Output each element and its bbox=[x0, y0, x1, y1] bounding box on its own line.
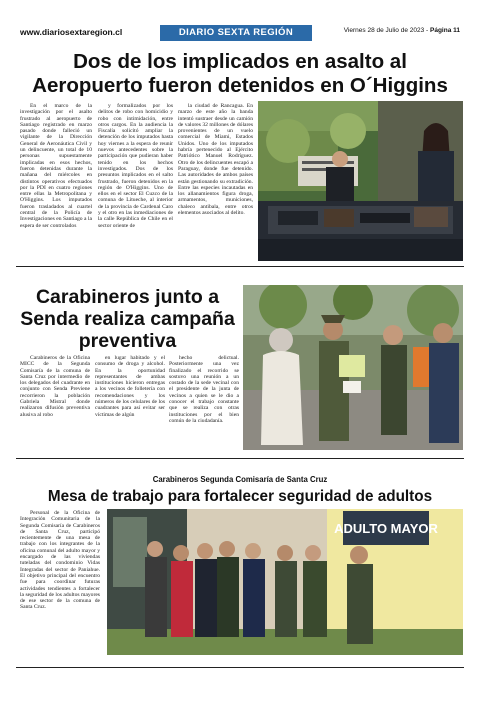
article1-column-3 bbox=[178, 103, 253, 256]
meeting-group-photo bbox=[107, 509, 463, 655]
section-band: DIARIO SEXTA REGIÓN bbox=[160, 25, 312, 41]
article2-col3-text: hecho delictual. Posteriormente una vez finalizado el recorrido se sostuvo una reunión a un costado de la sede vecinal con el presidente de la junta de vecinos a quien se le dio a conocer el trabajo constante que se realiza con otras instituciones por el bien común de la ciudadanía. bbox=[169, 355, 239, 424]
article1-col1-text: En el marco de la investigación por el asalto frustrado al aeropuerto de Santiago registrado en marzo pasado donde falleció un vigilante de la Dirección General de Aeronáutica Civil y un delincuente, un total de 10 personas supuestamente implicadas en esos hechos, fueron detenidas durante la mañana del miércoles en distintos operativos efectuados por la PDI en cuatro regiones entre ellas la Metropolitana y O'Higgins. Los imputados fueron trasladados al cuartel central de la Policía de Investigaciones en Santiago a la espera de ser controlados bbox=[20, 103, 92, 229]
article3-kicker: Carabineros Segunda Comisaría de Santa Cruz bbox=[152, 475, 328, 484]
article2-column-2 bbox=[95, 355, 165, 449]
page-number: Página 11 bbox=[430, 27, 460, 34]
article2-column-3 bbox=[169, 355, 239, 449]
article2-col2-text: en lugar habitado y el consumo de droga y alcohol. En la oportunidad representantes de ambas instituciones hicieron entregas a los vecinos de folletería con recomendaciones y los números de los celulares de los cuadrantes para así evitar ser víctimas de algún bbox=[95, 355, 165, 418]
article3-body-text: Personal de la Oficina de Integración Comunitaria de la Segunda Comisaría de Carabineros de Santa Cruz, participó recientemente de una mesa de trabajo con los integrantes de la oficina comunal del adulto mayor y encargado de las viviendas tuteladas del condominio Vidas Integradas del sector de Paniahue. El objetivo principal del encuentro fue para coordinar futuras actividades tendientes a fortalecer la seguridad de los adultos mayores de ese sector de la comuna de Santa Cruz. bbox=[20, 510, 100, 611]
article1-headline: Dos de los implicados en asalto al Aeropuerto fueron detenidos en O´Higgins bbox=[32, 50, 448, 97]
date-text: Viernes 28 de Julio de 2023 - bbox=[343, 27, 429, 34]
article2-photo bbox=[243, 285, 463, 450]
street-campaign-photo bbox=[243, 285, 463, 450]
article2-column-1 bbox=[20, 355, 90, 449]
issue-date bbox=[344, 27, 460, 34]
adulto-mayor-sign: ADULTO MAYOR bbox=[334, 521, 438, 536]
article1-column-1 bbox=[20, 103, 92, 256]
section-divider bbox=[16, 266, 464, 267]
site-url[interactable]: www.diariosextaregion.cl bbox=[20, 27, 123, 37]
article3-headline: Mesa de trabajo para fortalecer seguridad de adultos bbox=[47, 488, 433, 505]
article3-column-1 bbox=[20, 510, 100, 660]
article3-photo bbox=[107, 509, 463, 655]
article1-col3-text: la ciudad de Rancagua. En marzo de este año la banda intentó sustraer desde un camión de valores 32 millones de dólares provenientes de un vuelo comercial de Miami, Estados Unidos. Uno de los imputados habría pertenecido al Ejército Patriótico Manuel Rodríguez. Otro de los delincuentes escapó a Paraguay, donde fue detenido. Las autoridades de ambos países están gestionando su extradición. Entre las especies incautadas en los allanamientos figura droga, armamentos, municiones, chaleco antibala, entre otros elementos asociados al delito. bbox=[178, 103, 253, 217]
arrest-press-photo bbox=[258, 101, 463, 261]
article1-col2-text: y formalizados por los delitos de robo con homicidio y robo con intimidación, entre otros cargos. En la audiencia la Fiscalía solicitó ampliar la detención de los imputados hasta hoy viernes a la espera de reunir nuevos antecedentes sobre la participación que pudieran haber tenido en los hechos investigados. Dos de los presuntos implicados en el salto frustrado, fueron detenidos en la región de O'Higgins. Uno de ellos en el sector El Cuzco de la comuna de Litueche, al interior de la provincia de Cardenal Caro y el otro en las inmediaciones de la calle República de Chile en el sector oriente de bbox=[98, 103, 173, 229]
bottom-rule bbox=[16, 667, 464, 668]
article1-column-2 bbox=[98, 103, 173, 256]
page-header bbox=[0, 22, 480, 44]
article2-headline: Carabineros junto a Senda realiza campaña preventiva bbox=[20, 286, 235, 352]
section-divider-2 bbox=[16, 458, 464, 459]
article2-col1-text: Carabineros de la Oficina MICC de la Segunda Comisaría de la comuna de Santa Cruz por intermedio de los delegados del cuadrante en conjunto con Senda Previene recorrieron la población Gabriela Mistral donde realizaron difusión preventiva alusiva al robo bbox=[20, 355, 90, 418]
article1-photo bbox=[258, 101, 463, 261]
